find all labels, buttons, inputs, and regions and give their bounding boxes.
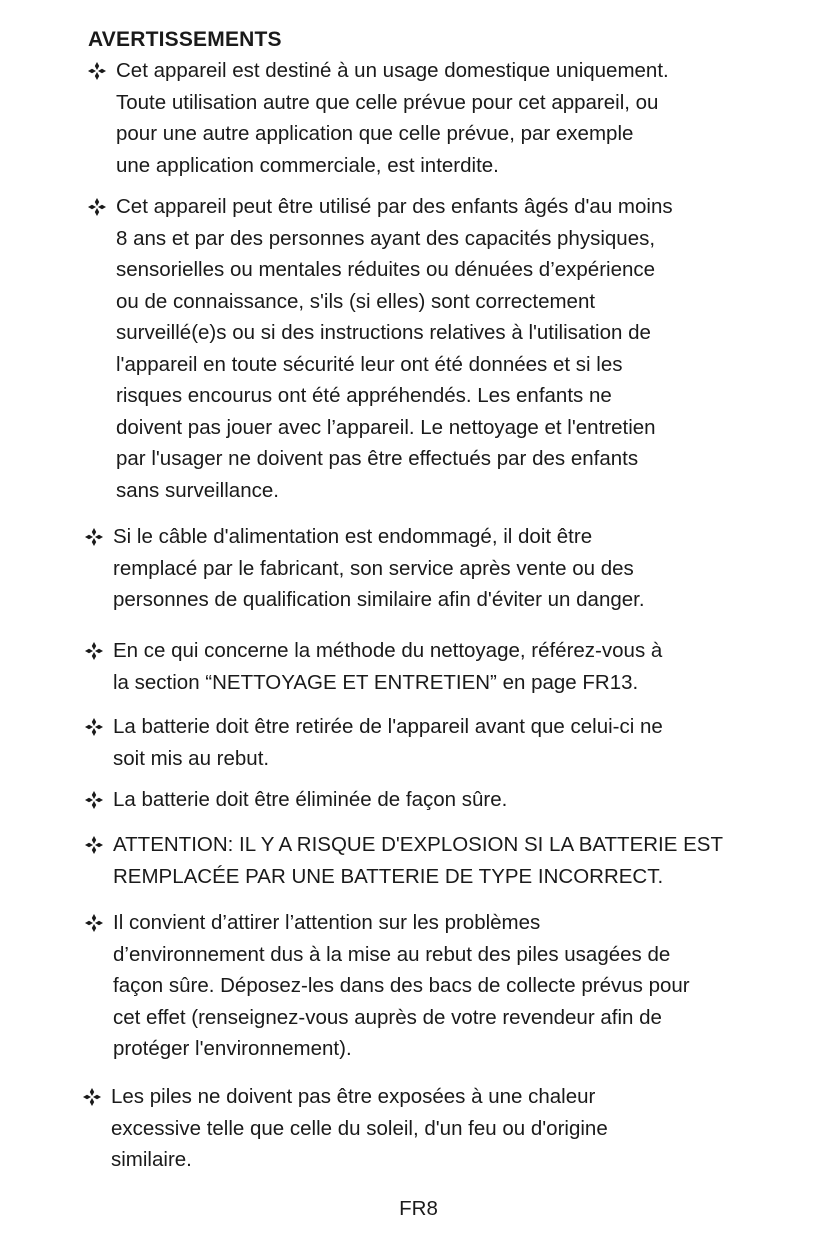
warning-item: [85, 711, 775, 774]
four-diamond-bullet-icon: [85, 521, 113, 553]
warning-item: [85, 521, 775, 616]
warning-item: [85, 907, 775, 1065]
four-diamond-bullet-icon: [88, 191, 116, 223]
four-diamond-bullet-icon: [83, 1081, 111, 1113]
four-diamond-bullet-icon: [85, 907, 113, 939]
section-heading: AVERTISSEMENTS: [88, 28, 282, 51]
four-diamond-bullet-icon: [85, 784, 113, 816]
warning-text: Cet appareil peut être utilisé par des enfants âgés d'au moins 8 ans et par des personnes ayant des capacités physiques, sensorielles ou mentales réduites ou dénuées d’expérience ou de connaissance, s'ils (si elles) sont correctement surveillé(e)s ou si des instructions relatives à l'utilisation de l'appareil en toute sécurité leur ont été données et si les risques encourus ont été appréhendés. Les enfants ne doivent pas jouer avec l’appareil. Le nettoyage et l'entretien par l'usager ne doivent pas être effectués par des enfants sans surveillance.: [116, 195, 673, 502]
warning-text: Il convient d’attirer l’attention sur les problèmes d’environnement dus à la mise au rebut des piles usagées de façon sûre. Déposez-les dans des bacs de collecte prévus pour cet effet (renseignez-vous auprès de votre revendeur afin de protéger l'environnement).: [113, 911, 690, 1060]
warning-item: [85, 829, 775, 892]
warning-item: [88, 55, 778, 181]
warning-text: ATTENTION: IL Y A RISQUE D'EXPLOSION SI LA BATTERIE EST REMPLACÉE PAR UNE BATTERIE DE TYPE INCORRECT.: [113, 833, 723, 888]
warning-text: Si le câble d'alimentation est endommagé, il doit être remplacé par le fabricant, son service après vente ou des personnes de qualification similaire afin d'éviter un danger.: [113, 525, 645, 611]
four-diamond-bullet-icon: [85, 635, 113, 667]
four-diamond-bullet-icon: [85, 829, 113, 861]
warning-item: [85, 635, 775, 698]
page-number: FR8: [399, 1197, 438, 1220]
warning-text: Les piles ne doivent pas être exposées à une chaleur excessive telle que celle du soleil, d'un feu ou d'origine similaire.: [111, 1085, 608, 1171]
warning-item: [85, 784, 775, 816]
warning-item: [88, 191, 778, 506]
four-diamond-bullet-icon: [88, 55, 116, 87]
warning-text: En ce qui concerne la méthode du nettoyage, référez-vous à la section “NETTOYAGE ET ENTRETIEN” en page FR13.: [113, 639, 663, 694]
four-diamond-bullet-icon: [85, 711, 113, 743]
warning-text: Cet appareil est destiné à un usage domestique uniquement. Toute utilisation autre que celle prévue pour cet appareil, ou pour une autre application que celle prévue, par exemple une application commerciale, est interdite.: [116, 59, 669, 177]
warning-text: La batterie doit être retirée de l'appareil avant que celui-ci ne soit mis au rebut.: [113, 715, 663, 770]
warning-item: [83, 1081, 773, 1176]
warning-text: La batterie doit être éliminée de façon sûre.: [113, 788, 508, 811]
